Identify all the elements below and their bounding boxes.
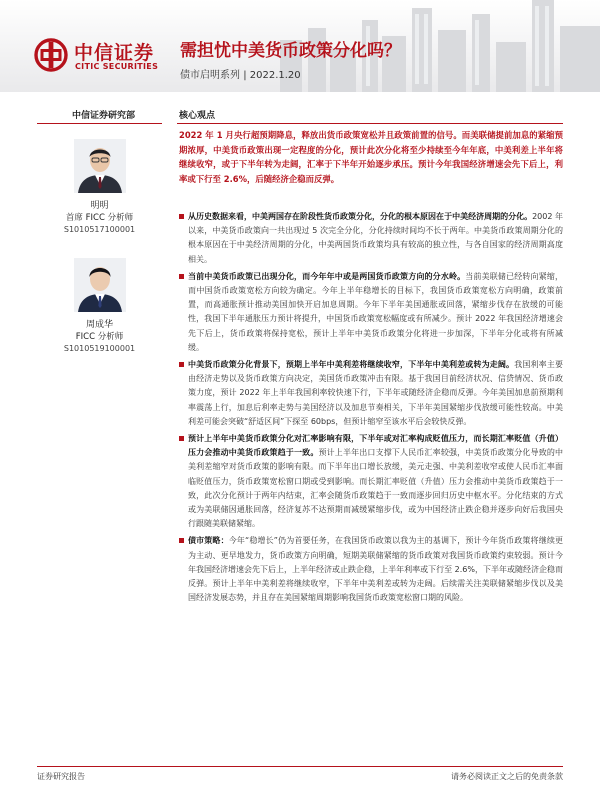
key-point — [179, 534, 563, 605]
report-date: 2022.1.20 — [249, 70, 301, 81]
brand-name-en: CITIC SECURITIES — [75, 62, 159, 71]
key-point-body: 预计上半年出口支撑下人民币汇率较强，中美货币政策分化导致的中美利差缩窄对货币政策的影响有限。而下半年出口增长放缓，美元走强、中美利差收窄或使人民币汇率面临贬值压力，货币政策宽松窗口期或受到影响。而长期汇率贬值（升值）压力会推动中美货币政策趋于一致，此次分化预计于两年内结束，汇率会随货币政策趋于一致而逐步回归历史中枢水平。分化结束的方式或为美联储因通胀回落，经济复苏不达预期而减缓紧缩步伐，或为中国经济止跌企稳并逐步向好后我国央行跟随美联储紧缩。 — [188, 448, 564, 529]
key-point — [179, 432, 563, 531]
analyst-card — [37, 139, 162, 236]
report-title: 需担忧中美货币政策分化吗？ — [180, 41, 401, 61]
analyst-photo-icon — [74, 258, 126, 312]
left-divider — [37, 123, 162, 124]
subtitle-separator: | — [243, 70, 250, 81]
key-point-lead: 债市策略： — [188, 536, 229, 546]
key-point-body: 今年“稳增长”仍为首要任务，在我国货币政策以我为主的基调下，预计今年货币政策将继续更为主动、更早地发力，货币政策方向明确，短期美联储紧缩的货币政策对我国货币政策约束较弱。预计今年我国经济增速会先下后上，上半年经济或止跌企稳，上半年利率或下行至 2.6%，下半年或随经济企稳而反弹。预计上半年中美利差将继续收窄，下半年中美利差或转为走阔。后续需关注美联储紧缩步伐以及美国经济发展态势，并且存在美国紧缩周期影响我国货币政策宽松窗口期的风险。 — [188, 536, 563, 603]
core-views-heading: 核心观点 — [179, 111, 216, 121]
key-point-body: 我国利率主要由经济走势以及货币政策方向决定，美国货币政策冲击有限。基于我国目前经济状况、信贷情况、货币政策力度，预计 2022 年上半年我国利率较快速下行，下半年或随经济企稳而反弹。今年美国加息前预期利率震荡上行，加息后利率走势与美国经济以及加息节奏相关，下半年美国紧缩步伐放缓可能性较高。中美利差可能会突破“舒适区间”下探至 60bps，但预计缩窄至该水平后会较快反弹。 — [188, 360, 563, 426]
key-point-body: 2002 年以来，中美货币政策向一共出现过 5 次完全分化，分化持续时间均不长于两年。中美货币政策周期分化的根本原因在于中美经济周期的分化，中美两国货币政策均具有较高的独立性，与各自国家的经济周期高度相关。 — [188, 212, 563, 264]
bullet-square-icon — [179, 538, 184, 543]
bullet-square-icon — [179, 362, 184, 367]
key-point — [179, 210, 563, 267]
core-summary: 2022 年 1 月央行超预期降息，释放出货币政策宽松并且政策前置的信号。而美联储提前加息的紧缩预期浓厚，中美货币政策出现一定程度的分化，预计此次分化将至少持续至今年年底，中美利差上半年将继续收窄，或于下半年转为走阔，汇率于下半年开始逐步承压。预计今年我国经济增速会先下后上，利率或下行至 2.6%，后随经济企稳而反弹。 — [179, 130, 563, 184]
key-point — [179, 270, 563, 355]
footer-disclaimer: 请务必阅读正文之后的免责条款 — [451, 772, 563, 781]
report-series: 债市启明系列 — [180, 70, 240, 81]
bullet-square-icon — [179, 214, 184, 219]
bullet-square-icon — [179, 436, 184, 441]
analyst-card — [37, 258, 162, 355]
key-point-lead: 从历史数据来看，中美两国存在阶段性货币政策分化，分化的根本原因在于中美经济周期的分化。 — [188, 212, 533, 221]
key-point-lead: 预计上半年中美货币政策分化对汇率影响有限，下半年或对汇率构成贬值压力，而长期汇率贬值（升值）压力会推动中美货币政策趋于一致。 — [188, 434, 563, 458]
key-point-body: 当前美联储已经转向紧缩，而中国货币政策宽松方向较为确定。今年上半年稳增长的目标下，我国货币政策宽松方向明确，政策前置，而高通胀预计推动美国加快开启加息周期。今年下半年美国通胀或回落，紧缩步伐存在放缓的可能性，我国下半年通胀压力预计将提升，中国货币政策宽松幅度或有所减少。预计 2022 年我国经济增速会先下后上，货币政策将保持宽松，预计上半年中美货币政策分化将进一步加深，下半年分化或将有所减缓。 — [188, 271, 564, 352]
key-point-lead: 当前中美货币政策已出现分化，而今年年中或是两国货币政策方向的分水岭。 — [188, 271, 466, 281]
key-point-lead: 中美货币政策分化背景下，预期上半年中美利差将继续收窄，下半年中美利差或转为走阔。 — [188, 360, 515, 370]
key-points-list — [179, 210, 563, 608]
footer-report-type: 证券研究报告 — [37, 772, 85, 781]
key-point — [179, 358, 563, 429]
research-dept-heading: 中信证券研究部 — [72, 111, 136, 121]
report-header — [0, 0, 600, 92]
report-subtitle — [180, 66, 301, 81]
brand-name-cn: 中信证券 — [74, 42, 155, 64]
analyst-photo-icon — [74, 139, 126, 193]
bullet-square-icon — [179, 274, 184, 279]
analyst-name: 明明 — [90, 201, 109, 211]
citic-logo-icon — [34, 38, 68, 72]
analyst-license: S1010517100001 — [63, 225, 136, 234]
right-divider — [177, 123, 563, 124]
footer-divider — [37, 766, 563, 767]
analyst-role: FICC 分析师 — [75, 332, 124, 342]
analyst-role: 首席 FICC 分析师 — [65, 213, 134, 223]
analyst-name: 周成华 — [85, 320, 113, 330]
analyst-license: S1010519100001 — [63, 344, 136, 353]
